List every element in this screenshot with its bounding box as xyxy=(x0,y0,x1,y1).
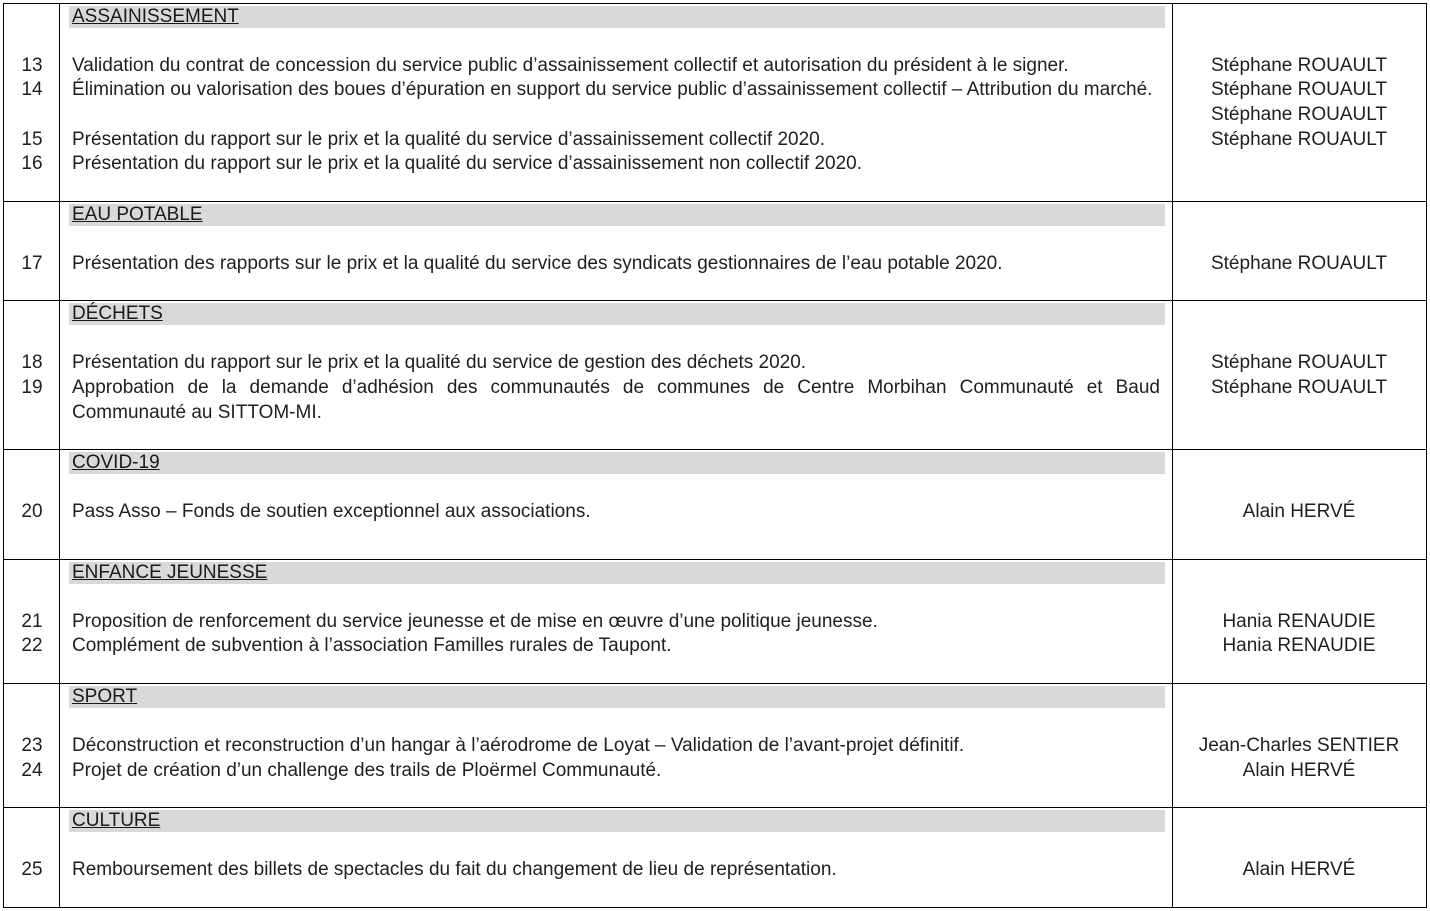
item-number: 22 xyxy=(21,635,43,656)
item-number: 21 xyxy=(21,611,43,632)
section-heading: ENFANCE JEUNESSE xyxy=(72,562,268,583)
item-number: 24 xyxy=(21,760,43,781)
section-assainissement xyxy=(4,4,1426,202)
item-text: Complément de subvention à l’association Familles rurales de Taupont. xyxy=(72,635,672,656)
item-rapporteur: Stéphane ROUAULT xyxy=(1210,79,1387,100)
item-rapporteur: Hania RENAUDIE xyxy=(1222,635,1376,656)
item-text: Élimination ou valorisation des boues d’épuration en support du service public d’assainissement collectif – Attribution du marché. xyxy=(72,79,1153,100)
section-heading: SPORT xyxy=(72,686,138,707)
item-number: 25 xyxy=(21,859,43,880)
item-number: 15 xyxy=(21,129,43,150)
item-number: 13 xyxy=(21,55,43,76)
item-text: Déconstruction et reconstruction d’un hangar à l’aérodrome de Loyat – Validation de l’avant-projet définitif. xyxy=(72,735,965,756)
item-number: 16 xyxy=(21,153,43,174)
item-text: Présentation du rapport sur le prix et la qualité du service de gestion des déchets 2020. xyxy=(72,352,807,373)
item-text: Pass Asso – Fonds de soutien exceptionnel aux associations. xyxy=(72,501,591,522)
rapporteur-column xyxy=(1172,301,1426,449)
item-number: 20 xyxy=(21,501,43,522)
section-heading: EAU POTABLE xyxy=(72,204,203,225)
item-text: Validation du contrat de concession du service public d’assainissement collectif et autorisation du président à le signer. xyxy=(72,55,1069,76)
item-text: Remboursement des billets de spectacles du fait du changement de lieu de représentation. xyxy=(72,859,837,880)
item-rapporteur: Alain HERVÉ xyxy=(1242,760,1356,781)
section-heading-bar xyxy=(69,810,1165,832)
item-text: Présentation des rapports sur le prix et la qualité du service des syndicats gestionnaires de l’eau potable 2020. xyxy=(72,253,1003,274)
item-rapporteur: Stéphane ROUAULT xyxy=(1210,253,1387,274)
section-covid-19 xyxy=(4,450,1426,560)
section-heading-bar xyxy=(69,686,1165,708)
section-heading-bar xyxy=(69,204,1165,226)
section-culture xyxy=(4,808,1426,907)
section-heading-bar xyxy=(69,6,1165,28)
section-sport xyxy=(4,684,1426,808)
item-number: 23 xyxy=(21,735,43,756)
item-rapporteur: Stéphane ROUAULT xyxy=(1210,352,1387,373)
item-number: 17 xyxy=(21,253,43,274)
section-heading-bar xyxy=(69,303,1165,325)
section-dechets xyxy=(4,301,1426,450)
item-rapporteur: Stéphane ROUAULT xyxy=(1210,55,1387,76)
section-heading-bar xyxy=(69,452,1165,474)
item-rapporteur: Stéphane ROUAULT xyxy=(1210,377,1387,398)
item-rapporteur: Stéphane ROUAULT xyxy=(1210,129,1387,150)
item-rapporteur: Stéphane ROUAULT xyxy=(1210,104,1387,125)
item-text: Présentation du rapport sur le prix et la qualité du service d’assainissement non collectif 2020. xyxy=(72,153,862,174)
item-text: Projet de création d’un challenge des trails de Ploërmel Communauté. xyxy=(72,760,662,781)
rapporteur-column xyxy=(1172,202,1426,300)
item-text: Proposition de renforcement du service jeunesse et de mise en œuvre d’une politique jeunesse. xyxy=(72,611,878,632)
item-text: Approbation de la demande d’adhésion des communautés de communes de Centre Morbihan Communauté et Baud Communauté au SITTOM-MI. xyxy=(72,377,1160,423)
item-rapporteur: Hania RENAUDIE xyxy=(1222,611,1376,632)
item-rapporteur: Alain HERVÉ xyxy=(1242,859,1356,880)
number-column xyxy=(4,301,60,449)
section-heading: CULTURE xyxy=(72,810,161,831)
section-heading: DÉCHETS xyxy=(72,303,163,324)
item-number: 19 xyxy=(21,377,43,398)
item-number: 14 xyxy=(21,79,43,100)
section-heading-bar xyxy=(69,562,1165,584)
section-eau-potable xyxy=(4,202,1426,301)
section-heading: COVID-19 xyxy=(72,452,160,473)
section-enfance-jeunesse xyxy=(4,560,1426,684)
item-rapporteur: Alain HERVÉ xyxy=(1242,501,1356,522)
agenda-table xyxy=(3,3,1427,908)
item-rapporteur: Jean-Charles SENTIER xyxy=(1198,735,1400,756)
item-number: 18 xyxy=(21,352,43,373)
item-text: Présentation du rapport sur le prix et la qualité du service d’assainissement collectif 2020. xyxy=(72,129,826,150)
number-column xyxy=(4,202,60,300)
section-heading: ASSAINISSEMENT xyxy=(72,6,239,27)
